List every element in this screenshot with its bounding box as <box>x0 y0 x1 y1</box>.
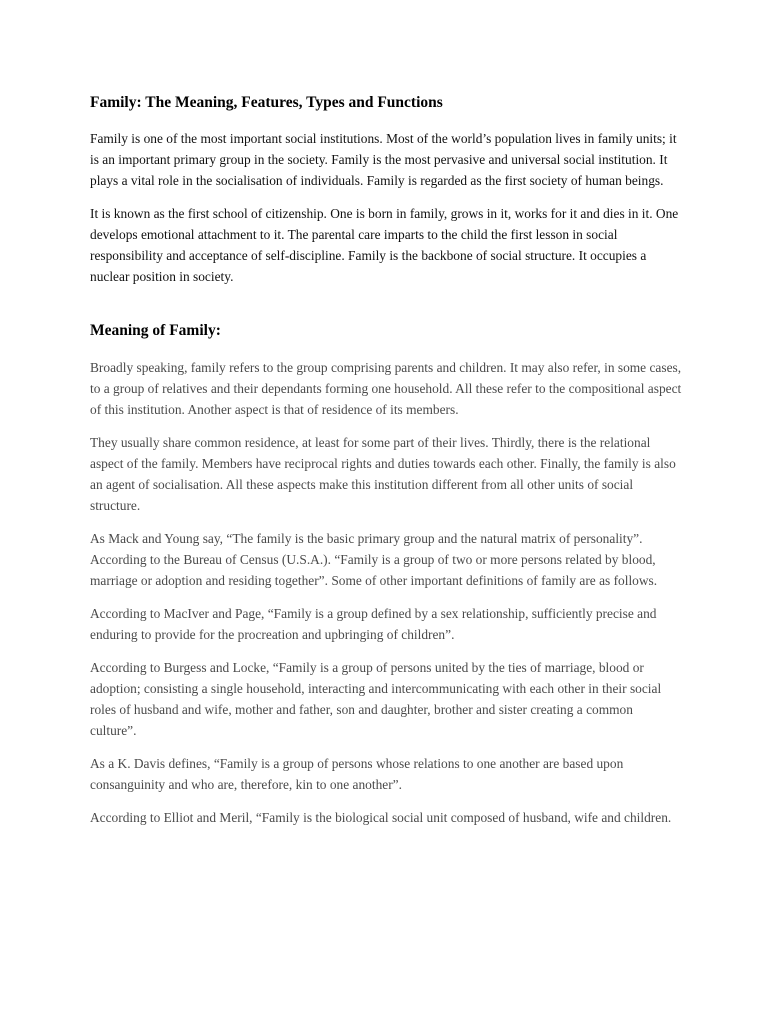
section-paragraph-6: As a K. Davis defines, “Family is a group of persons whose relations to one another are based upon consanguinity and who are, therefore, kin to one another”. <box>90 756 624 792</box>
document-title: Family: The Meaning, Features, Types and Functions <box>90 94 443 111</box>
intro-paragraph-1: Family is one of the most important social institutions. Most of the world’s population lives in family units; it is an important primary group in the society. Family is the most pervasive and universal social institution. It plays a vital role in the socialisation of individuals. Family is regarded as the first society of human beings. <box>90 131 677 188</box>
section-paragraph-3: As Mack and Young say, “The family is the basic primary group and the natural matrix of personality”. According to the Bureau of Census (U.S.A.). “Family is a group of two or more persons related by blood, marriage or adoption and residing together”. Some of other important definitions of family are as follows. <box>90 531 658 588</box>
intro-section <box>90 128 682 287</box>
intro-paragraph-2: It is known as the first school of citizenship. One is born in family, grows in it, works for it and dies in it. One develops emotional attachment to it. The parental care imparts to the child the first lesson in social responsibility and acceptance of self-discipline. Family is the backbone of social structure. It occupies a nuclear position in society. <box>90 206 679 284</box>
section-paragraph-7: According to Elliot and Meril, “Family is the biological social unit composed of husband, wife and children. <box>90 810 672 825</box>
section-paragraph-2: They usually share common residence, at least for some part of their lives. Thirdly, there is the relational aspect of the family. Members have reciprocal rights and duties towards each other. Finally, the family is also an agent of socialisation. All these aspects make this institution different from all other units of social structure. <box>90 435 676 513</box>
section-paragraph-5: According to Burgess and Locke, “Family is a group of persons united by the ties of marriage, blood or adoption; consisting a single household, interacting and intercommunicating with each other in their social roles of husband and wife, mother and father, son and daughter, brother and sister creating a common culture”. <box>90 660 662 738</box>
section-paragraph-4: According to MacIver and Page, “Family is a group defined by a sex relationship, sufficiently precise and enduring to provide for the procreation and upbringing of children”. <box>90 606 657 642</box>
meaning-section <box>90 320 682 828</box>
document-page <box>90 92 682 840</box>
section-heading: Meaning of Family: <box>90 322 221 339</box>
section-paragraph-1: Broadly speaking, family refers to the group comprising parents and children. It may also refer, in some cases, to a group of relatives and their dependants forming one household. All these refer to the compositional aspect of this institution. Another aspect is that of residence of its members. <box>90 360 682 417</box>
